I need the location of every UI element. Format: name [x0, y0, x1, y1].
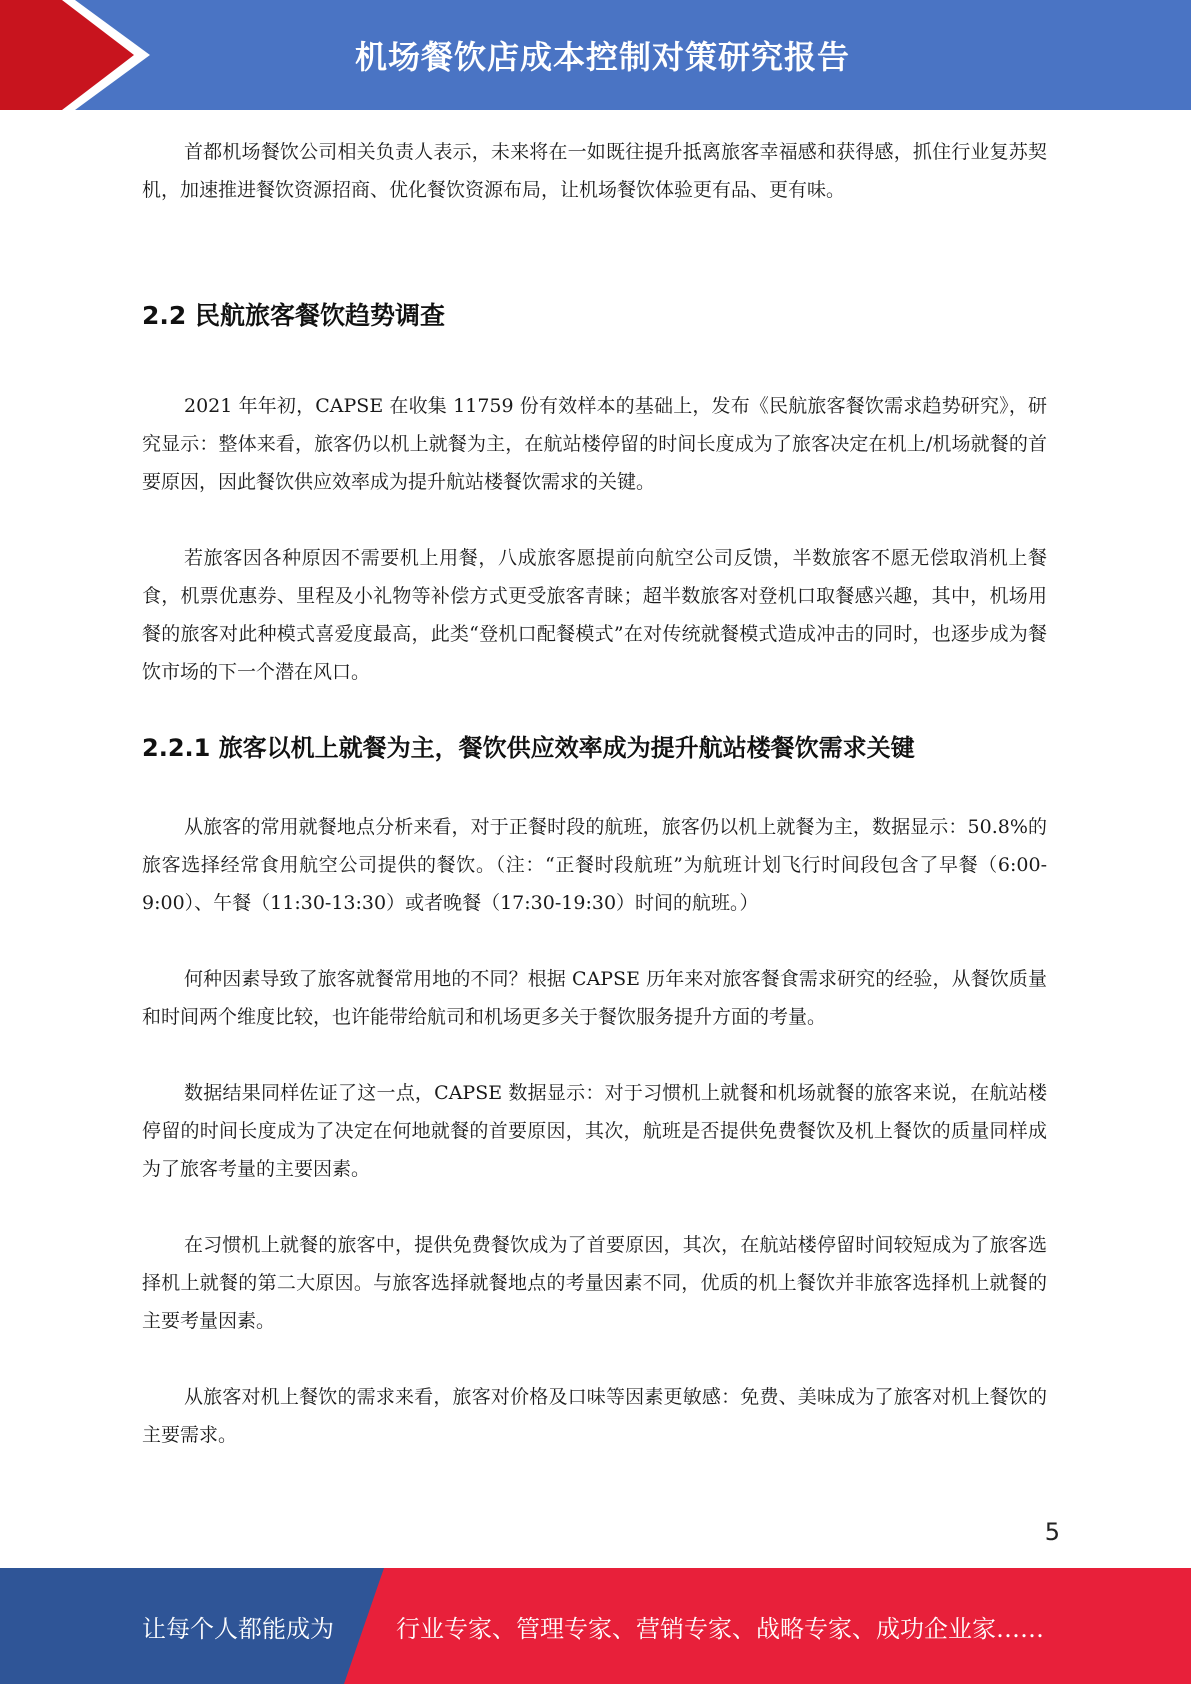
paragraph-1: 首都机场餐饮公司相关负责人表示，未来将在一如既往提升抵离旅客幸福感和获得感，抓住行业复苏契机，加速推进餐饮资源招商、优化餐饮资源布局，让机场餐饮体验更有品、更有味。	[142, 141, 1047, 201]
paragraph-7: 在习惯机上就餐的旅客中，提供免费餐饮成为了首要原因，其次，在航站楼停留时间较短成为了旅客选择机上就餐的第二大原因。与旅客选择就餐地点的考量因素不同，优质的机上餐饮并非旅客选择机上就餐的主要考量因素。	[142, 1234, 1047, 1332]
paragraph-3: 若旅客因各种原因不需要机上用餐，八成旅客愿提前向航空公司反馈，半数旅客不愿无偿取消机上餐食，机票优惠券、里程及小礼物等补偿方式更受旅客青睐；超半数旅客对登机口取餐感兴趣，其中，机场用餐的旅客对此种模式喜爱度最高，此类“登机口配餐模式”在对传统就餐模式造成冲击的同时，也逐步成为餐饮市场的下一个潜在风口。	[142, 547, 1047, 683]
document-title: 机场餐饮店成本控制对策研究报告	[354, 38, 850, 76]
section-heading-2-2-1: 2.2.1 旅客以机上就餐为主，餐饮供应效率成为提升航站楼餐饮需求关键	[142, 734, 915, 762]
paragraph-8: 从旅客对机上餐饮的需求来看，旅客对价格及口味等因素更敏感：免费、美味成为了旅客对机上餐饮的主要需求。	[142, 1386, 1047, 1446]
paragraph-5: 何种因素导致了旅客就餐常用地的不同？根据 CAPSE 历年来对旅客餐食需求研究的经验，从餐饮质量和时间两个维度比较，也许能带给航司和机场更多关于餐饮服务提升方面的考量。	[142, 968, 1047, 1028]
footer-slogan-left: 让每个人都能成为	[142, 1614, 334, 1643]
footer-slogan-right: 行业专家、管理专家、营销专家、战略专家、成功企业家……	[396, 1614, 1044, 1643]
paragraph-4: 从旅客的常用就餐地点分析来看，对于正餐时段的航班，旅客仍以机上就餐为主，数据显示：50.8%的旅客选择经常食用航空公司提供的餐饮。（注：“正餐时段航班”为航班计划飞行时间段包含了早餐（6:00-9:00）、午餐（11:30-13:30）或者晚餐（17:30-19:30）时间的航班。）	[142, 816, 1047, 914]
section-heading-2-2: 2.2 民航旅客餐饮趋势调查	[142, 301, 445, 330]
page-header	[0, 0, 1191, 110]
page-number: 5	[1044, 1518, 1060, 1546]
paragraph-2: 2021 年年初，CAPSE 在收集 11759 份有效样本的基础上，发布《民航旅客餐饮需求趋势研究》，研究显示：整体来看，旅客仍以机上就餐为主，在航站楼停留的时间长度成为了旅客决定在机上/机场就餐的首要原因，因此餐饮供应效率成为提升航站楼餐饮需求的关键。	[142, 395, 1047, 493]
page-footer	[0, 1568, 1191, 1684]
paragraph-6: 数据结果同样佐证了这一点，CAPSE 数据显示：对于习惯机上就餐和机场就餐的旅客来说，在航站楼停留的时间长度成为了决定在何地就餐的首要原因，其次，航班是否提供免费餐饮及机上餐饮的质量同样成为了旅客考量的主要因素。	[142, 1082, 1047, 1180]
